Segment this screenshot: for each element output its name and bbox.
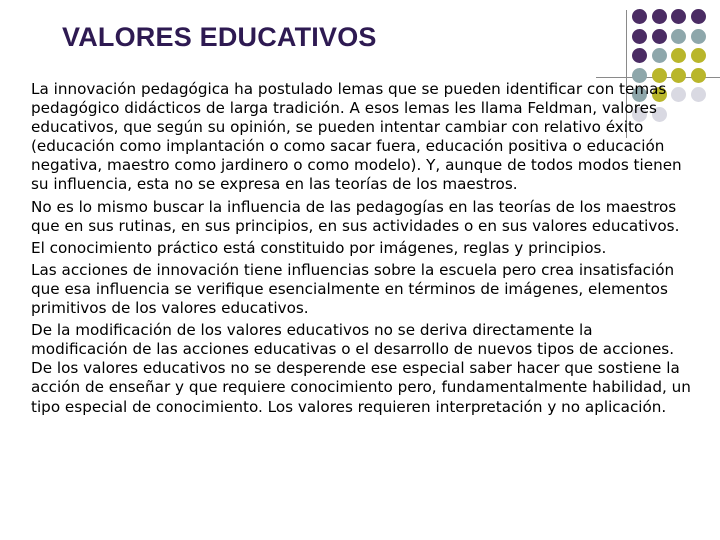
- decorative-dot: [671, 29, 686, 44]
- decorative-dot: [652, 48, 667, 63]
- paragraph: No es lo mismo buscar la influencia de las pedagogías en las teorías de los maestros que en sus rutinas, en sus principios, en sus actividades o en sus valores educativos.: [31, 197, 680, 235]
- decorative-dot: [691, 29, 706, 44]
- decorative-dot: [671, 9, 686, 24]
- paragraph: De la modificación de los valores educativos no se deriva directamente la modificación de las acciones educativas o el desarrollo de nuevos tipos de acciones. De los valores educativos no se desperende ese especial saber hacer que sostiene la acción de enseñar y que requiere conocimiento pero, fundamentalmente habilidad, un tipo especial de conocimiento. Los valores requieren interpretación y no aplicación.: [31, 321, 691, 416]
- decorative-dot: [652, 9, 667, 24]
- decorative-dot: [652, 29, 667, 44]
- paragraph: El conocimiento práctico está constituido por imágenes, reglas y principios.: [31, 238, 607, 257]
- paragraph: La innovación pedagógica ha postulado lemas que se pueden identificar con temas pedagógico didácticos de larga tradición. A esos lemas les llama Feldman, valores educativos, que según su opinión, se pueden intentar cambiar con relativo éxito (educación como implantación o como sacar fuera, educación positiva o educación negativa, maestro como jardinero o como modelo). Y, aunque de todos modos tienen su influencia, esta no se expresa en las teorías de los maestros.: [31, 80, 682, 194]
- decorative-dot: [671, 48, 686, 63]
- decorative-dot: [691, 9, 706, 24]
- paragraph: Las acciones de innovación tiene influencias sobre la escuela pero crea insatisfación que esa influencia se verifique esencialmente en términos de imágenes, elementos primitivos de los valores educativos.: [31, 260, 675, 318]
- slide-title: VALORES EDUCATIVOS: [62, 22, 377, 52]
- decorative-dot: [632, 9, 647, 24]
- decorative-dot: [691, 48, 706, 63]
- decorative-dot: [632, 29, 647, 44]
- decorative-dot: [632, 48, 647, 63]
- body-text: [31, 80, 693, 420]
